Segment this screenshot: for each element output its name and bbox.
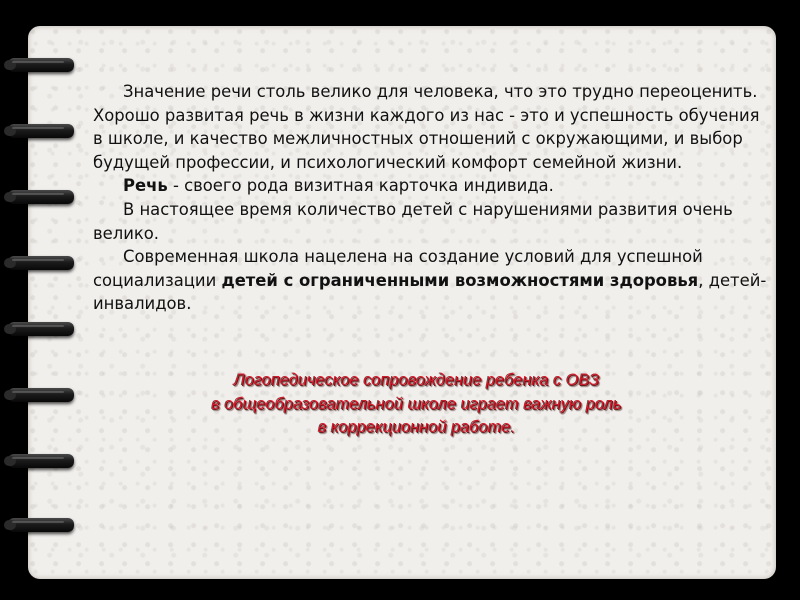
binding-ring — [8, 190, 74, 204]
binding-ring — [8, 518, 74, 532]
binding-ring — [8, 256, 74, 270]
paragraph-text: Современная школа нацелена на создание условий для успешной социализации — [93, 247, 703, 290]
paragraph-text: , детей-инвалидов. — [93, 270, 767, 314]
bold-term-speech: Речь — [123, 176, 168, 196]
highlight-line: в коррекционной работе. — [317, 418, 515, 436]
highlight-line: в общеобразовательной школе играет важную роль — [210, 394, 622, 413]
paragraph-importance-of-speech: Значение речи столь велико для человека, что это трудно переоценить. Хорошо развитая речь в жизни каждого из нас - это и успешность обучения в школе, и качество межличностных отношений с окружающими, и выбор будущей профессии, и психологический комфорт семейной жизни. — [93, 82, 760, 172]
bold-term-children-ovz: детей с ограниченными возможностями здоровья — [221, 270, 699, 290]
binding-ring — [8, 124, 74, 138]
body-text — [93, 80, 773, 316]
spiral-binding — [0, 0, 80, 600]
paragraph-text: - своего рода визитная карточка индивида. — [167, 176, 554, 196]
highlight-line: Логопедическое сопровождение ребенка с ОВЗ — [233, 371, 599, 389]
paragraph-modern-school — [93, 245, 773, 316]
highlight-statement — [96, 369, 736, 440]
binding-ring — [8, 388, 74, 402]
paragraph-children-count: В настоящее время количество детей с нарушениями развития очень велико. — [93, 199, 733, 243]
binding-ring — [8, 454, 74, 468]
binding-ring — [8, 322, 74, 336]
paragraph-speech-business-card — [93, 174, 773, 198]
binding-ring — [8, 58, 74, 72]
